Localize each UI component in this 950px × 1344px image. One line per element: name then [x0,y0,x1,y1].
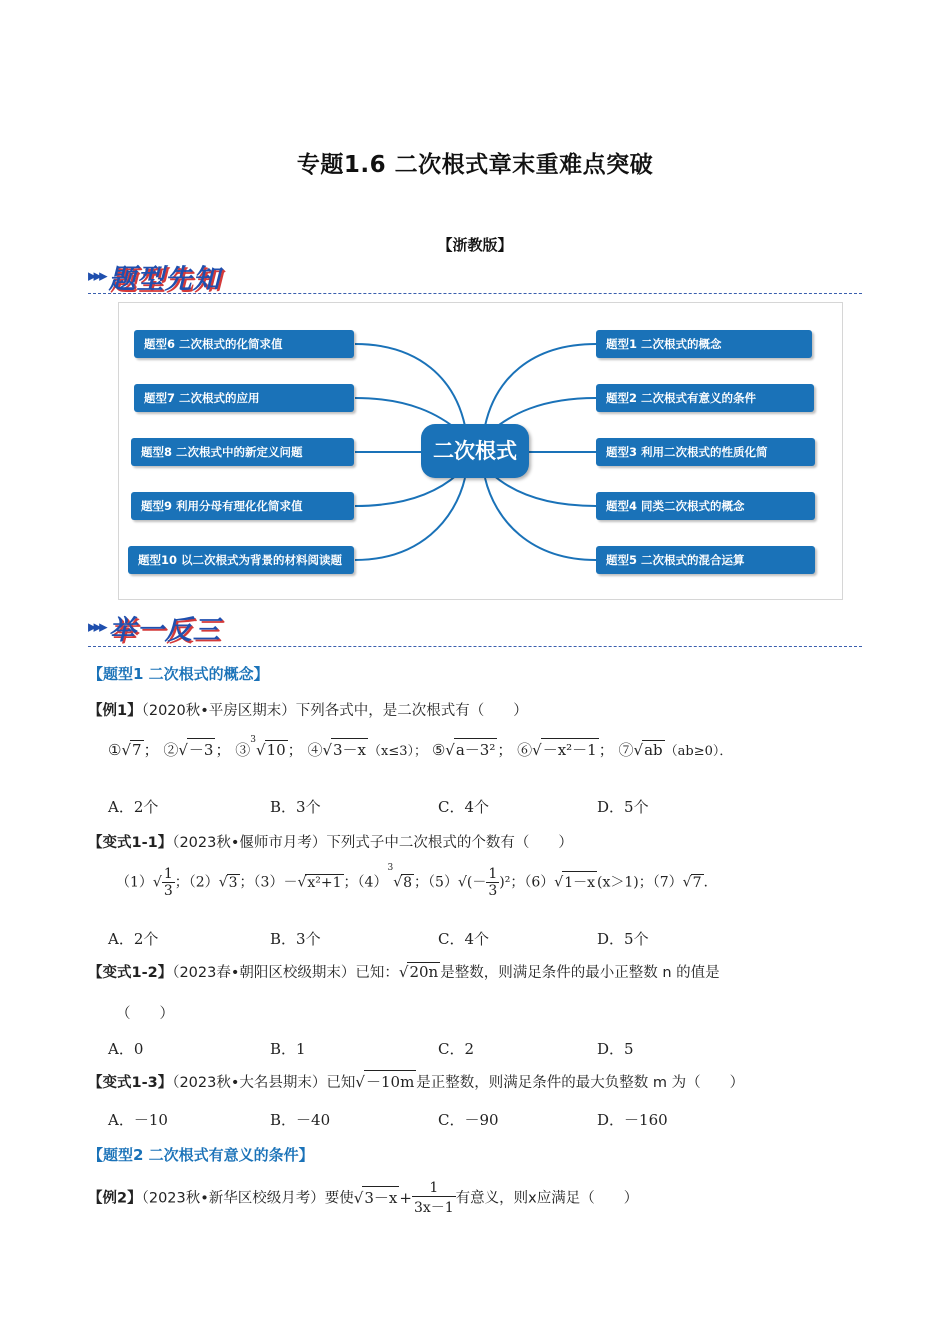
variant-rest: 是整数，则满足条件的最小正整数 n 的值是 [440,965,720,981]
item-number: ；（5） [414,874,458,891]
radicand: 10 [266,741,286,759]
denominator: 3x－1 [413,1200,454,1216]
radicand: 3 [228,874,238,891]
arrows-icon: ▸▸▸ [88,617,105,637]
arrows-icon: ▸▸▸ [88,266,105,286]
edition-label: 【浙教版】 [437,236,513,254]
variant-rest: 是正整数，则满足条件的最大负整数 m 为（ ） [416,1075,745,1091]
radicand: ab [644,741,663,759]
paren-close: )² [499,874,511,891]
option-a: A．2个 [108,930,159,948]
variant-source: （2023秋•偃师市月考）下列式子中二次根式的个数有（ ） [172,835,573,851]
numerator: 1 [412,1180,456,1197]
radicand: a－3² [454,738,498,760]
item-number: ④ [307,741,323,759]
variant1-1-expressions: （1）√ $\frac{1}{3}$ ；（2）√3 ；（3）－√x²+1 ；$(4)^3√8$ ；（5）√(－ $\frac{1}{3}$ )²；（6）√1－x (x＞1)；（7）√7 . [116,863,708,899]
mindmap-node-type1: 题型1 二次根式的概念 [596,330,812,358]
item-number: ；（4） [343,874,388,891]
answer-paren: （ ） [116,1006,174,1022]
option-d: D．5个 [597,798,649,816]
item-number: ② [163,741,179,759]
radicand: x²+1 [307,874,342,891]
condition: （x≤3）； [368,744,428,759]
mindmap-center-node: 二次根式 [421,424,529,478]
item-number: ⑦ [618,741,634,759]
item-number: ⑤ [431,741,446,759]
radicand: 1－x [562,871,597,892]
denominator: 3 [163,883,173,899]
option-c: C．－90 [438,1111,499,1129]
radicand: －10m [364,1070,416,1092]
option-b: B．3个 [270,798,321,816]
fraction [486,866,499,899]
mindmap-node-type9: 题型9 利用分母有理化化简求值 [131,492,354,520]
variant-source: （2023秋•大名县期末）已知 [172,1075,356,1091]
fraction [412,1180,456,1217]
option-b: B．－40 [270,1111,331,1129]
condition: (x＞1) [597,874,639,891]
item-number: （1） [116,874,153,891]
item-number: ；（3）－ [239,874,298,891]
variant-label: 【变式1-2】 [88,965,173,981]
mindmap-node-type8: 题型8 二次根式中的新定义问题 [131,438,354,466]
option-d: D．－160 [597,1111,668,1129]
option-c: C．4个 [438,930,490,948]
root-index: 3 [250,735,256,745]
item-number: ③ [235,741,251,759]
radicand: －3 [187,738,216,760]
item-number: ；（7） [638,874,683,891]
mindmap-node-type7: 题型7 二次根式的应用 [134,384,354,412]
variant-label: 【变式1-3】 [88,1075,173,1091]
mindmap-node-type3: 题型3 利用二次根式的性质化简 [596,438,815,466]
radicand: －x²－1 [541,738,599,760]
mindmap-node-type6: 题型6 二次根式的化简求值 [134,330,354,358]
option-d: D．5 [597,1040,634,1058]
option-b: B．1 [270,1040,306,1058]
option-d: D．5个 [597,930,649,948]
divider [88,646,862,647]
example-source: （2023秋•新华区校级月考）要使 [141,1190,354,1207]
example1-stem [88,699,528,720]
radicand: 3－x [362,1186,399,1208]
radicand: 8 [403,874,413,891]
option-b: B．3个 [270,930,321,948]
period: . [703,874,708,891]
variant1-1-stem [88,831,573,852]
item-number: ⑥ [517,741,533,759]
paren-open: (－ [466,874,487,891]
example-rest: 有意义，则x应满足（ ） [455,1190,639,1207]
example-source: （2020秋•平房区期末）下列各式中，是二次根式有（ ） [141,703,528,719]
numerator: 1 [488,866,498,882]
banner-title: 举一反三 [108,614,221,646]
option-a: A．－10 [108,1111,168,1129]
variant1-2-stem: 【变式1-2】（2023春•朝阳区校级期末）已知：√20n 是整数，则满足条件的最小正整数 n 的值是 [88,963,720,981]
plus-sign: + [399,1188,412,1207]
banner-title: 题型先知 [108,263,221,295]
variant-source: （2023春•朝阳区校级期末）已知： [172,965,399,981]
example2-stem: 【例2】（2023秋•新华区校级月考）要使√3－x + $\frac{1}{3x-1}$ 有意义，则x应满足（ ） [88,1180,639,1216]
banner-practice [88,607,221,647]
radicand: 7 [692,874,702,891]
denominator: 3 [488,883,498,899]
option-a: A．2个 [108,798,159,816]
mindmap-node-type4: 题型4 同类二次根式的概念 [596,492,815,520]
document-title: 专题1.6 二次根式章末重难点突破 [296,152,654,178]
radicand: 7 [132,741,142,759]
mindmap-node-type2: 题型2 二次根式有意义的条件 [596,384,814,412]
mindmap-node-type5: 题型5 二次根式的混合运算 [596,546,815,574]
root-index: 3 [387,863,394,873]
fraction [162,866,175,899]
item-number: ① [108,741,122,759]
mind-map-connectors [0,0,950,620]
condition: （ab≥0）． [664,744,733,759]
radicand: 3－x [331,738,368,760]
example-label: 【例2】 [88,1190,142,1207]
section-heading-type1: 【题型1 二次根式的概念】 [88,665,269,683]
item-number: ；（2） [174,874,219,891]
item-number: ；（6） [510,874,555,891]
example1-expressions: ①√7 ； ②√－3 ； ③$^3$√10 ； ④√3－x （x≤3）； ⑤√a－3² ； ⑥√－x²－1 ； ⑦√ab （ab≥0）． [108,735,733,759]
radicand: 20n [409,963,439,981]
numerator: 1 [163,866,173,882]
section-heading-type2: 【题型2 二次根式有意义的条件】 [88,1146,314,1164]
option-c: C．4个 [438,798,490,816]
option-a: A．0 [108,1040,144,1058]
example-label: 【例1】 [88,703,142,719]
variant1-3-stem: 【变式1-3】（2023秋•大名县期末）已知√－10m 是正整数，则满足条件的最大负整数 m 为（ ） [88,1070,744,1092]
variant-label: 【变式1-1】 [88,835,173,851]
mindmap-node-type10: 题型10 以二次根式为背景的材料阅读题 [128,546,354,574]
option-c: C．2 [438,1040,475,1058]
